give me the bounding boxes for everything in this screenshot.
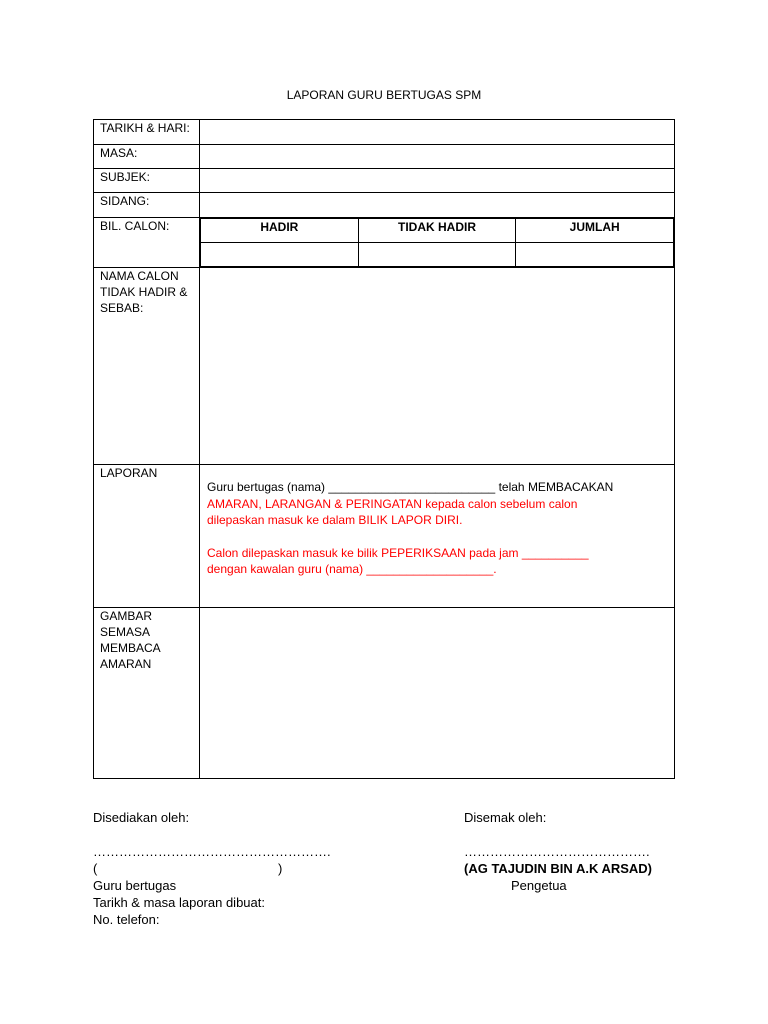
report-line2-rest: kepada calon sebelum calon [421, 496, 578, 511]
name-parentheses [93, 860, 293, 877]
label-gambar-line4: AMARAN [100, 657, 152, 671]
report-line1-start: Guru bertugas (nama) _________________________ telah [207, 480, 528, 494]
field-masa[interactable] [200, 145, 675, 169]
report-line4-end: pada jam __________ [465, 545, 589, 560]
checked-by-block [464, 809, 652, 894]
principal-title: Pengetua [511, 878, 567, 893]
field-sidang[interactable] [200, 193, 675, 218]
label-subjek: SUBJEK: [94, 169, 200, 193]
report-line1 [207, 479, 666, 496]
report-line4 [207, 545, 666, 562]
attendance-cell [200, 218, 675, 268]
report-line3 [207, 512, 666, 529]
label-gambar-line3: MEMBACA [100, 641, 161, 655]
report-membacakan: MEMBACAKAN [527, 480, 614, 494]
label-bil-calon: BIL. CALON: [94, 218, 200, 268]
field-jumlah[interactable] [516, 243, 674, 267]
header-tidak-hadir: TIDAK HADIR [358, 219, 516, 243]
phone-label: No. telefon: [93, 912, 160, 927]
paren-close: ) [278, 861, 283, 876]
label-gambar [94, 608, 200, 779]
report-datetime-label: Tarikh & masa laporan dibuat: [93, 895, 265, 910]
field-tarikh[interactable] [200, 120, 675, 145]
report-bilik-lapor: BILIK LAPOR DIRI [358, 513, 460, 527]
report-amaran: AMARAN, LARANGAN & PERINGATAN [207, 496, 422, 511]
label-masa: MASA: [94, 145, 200, 169]
page-title: LAPORAN GURU BERTUGAS SPM [286, 88, 482, 102]
field-gambar[interactable] [200, 608, 675, 779]
prepared-by-block [93, 809, 331, 928]
label-nama-calon [94, 268, 200, 465]
principal-name: (AG TAJUDIN BIN A.K ARSAD) [464, 861, 653, 876]
guru-bertugas-label: Guru bertugas [93, 878, 177, 893]
field-nama-calon[interactable] [200, 268, 675, 465]
report-line3-start: dilepaskan masuk ke dalam [207, 513, 359, 527]
report-text [200, 465, 675, 608]
field-hadir[interactable] [201, 243, 359, 267]
report-line5: dengan kawalan guru (nama) ___________________. [207, 562, 497, 576]
label-tarikh: TARIKH & HARI: [94, 120, 200, 145]
prepared-by-label: Disediakan oleh: [93, 810, 190, 825]
report-line2 [207, 496, 666, 513]
label-gambar-line1: GAMBAR [100, 609, 153, 623]
report-line4-start: Calon dilepaskan masuk ke bilik [207, 545, 382, 560]
label-gambar-line2: SEMASA [100, 625, 151, 639]
label-nama-calon-line1: NAMA CALON [100, 269, 179, 283]
paren-open: ( [93, 861, 98, 876]
label-nama-calon-line2: TIDAK HADIR & [100, 285, 188, 299]
report-form-table [93, 119, 675, 779]
checked-by-label: Disemak oleh: [464, 810, 547, 825]
field-subjek[interactable] [200, 169, 675, 193]
label-laporan: LAPORAN [94, 465, 200, 608]
attendance-table [200, 218, 674, 267]
report-line3-end: . [459, 513, 463, 527]
field-tidak-hadir[interactable] [358, 243, 516, 267]
header-jumlah: JUMLAH [516, 219, 674, 243]
label-sidang: SIDANG: [94, 193, 200, 218]
label-nama-calon-line3: SEBAB: [100, 301, 144, 315]
report-peperiksaan: PEPERIKSAAN [381, 545, 466, 560]
signature-dots-right: ……………………………………. [464, 844, 650, 859]
signature-dots-left: ………………………………………………. [93, 844, 331, 859]
header-hadir: HADIR [201, 219, 359, 243]
